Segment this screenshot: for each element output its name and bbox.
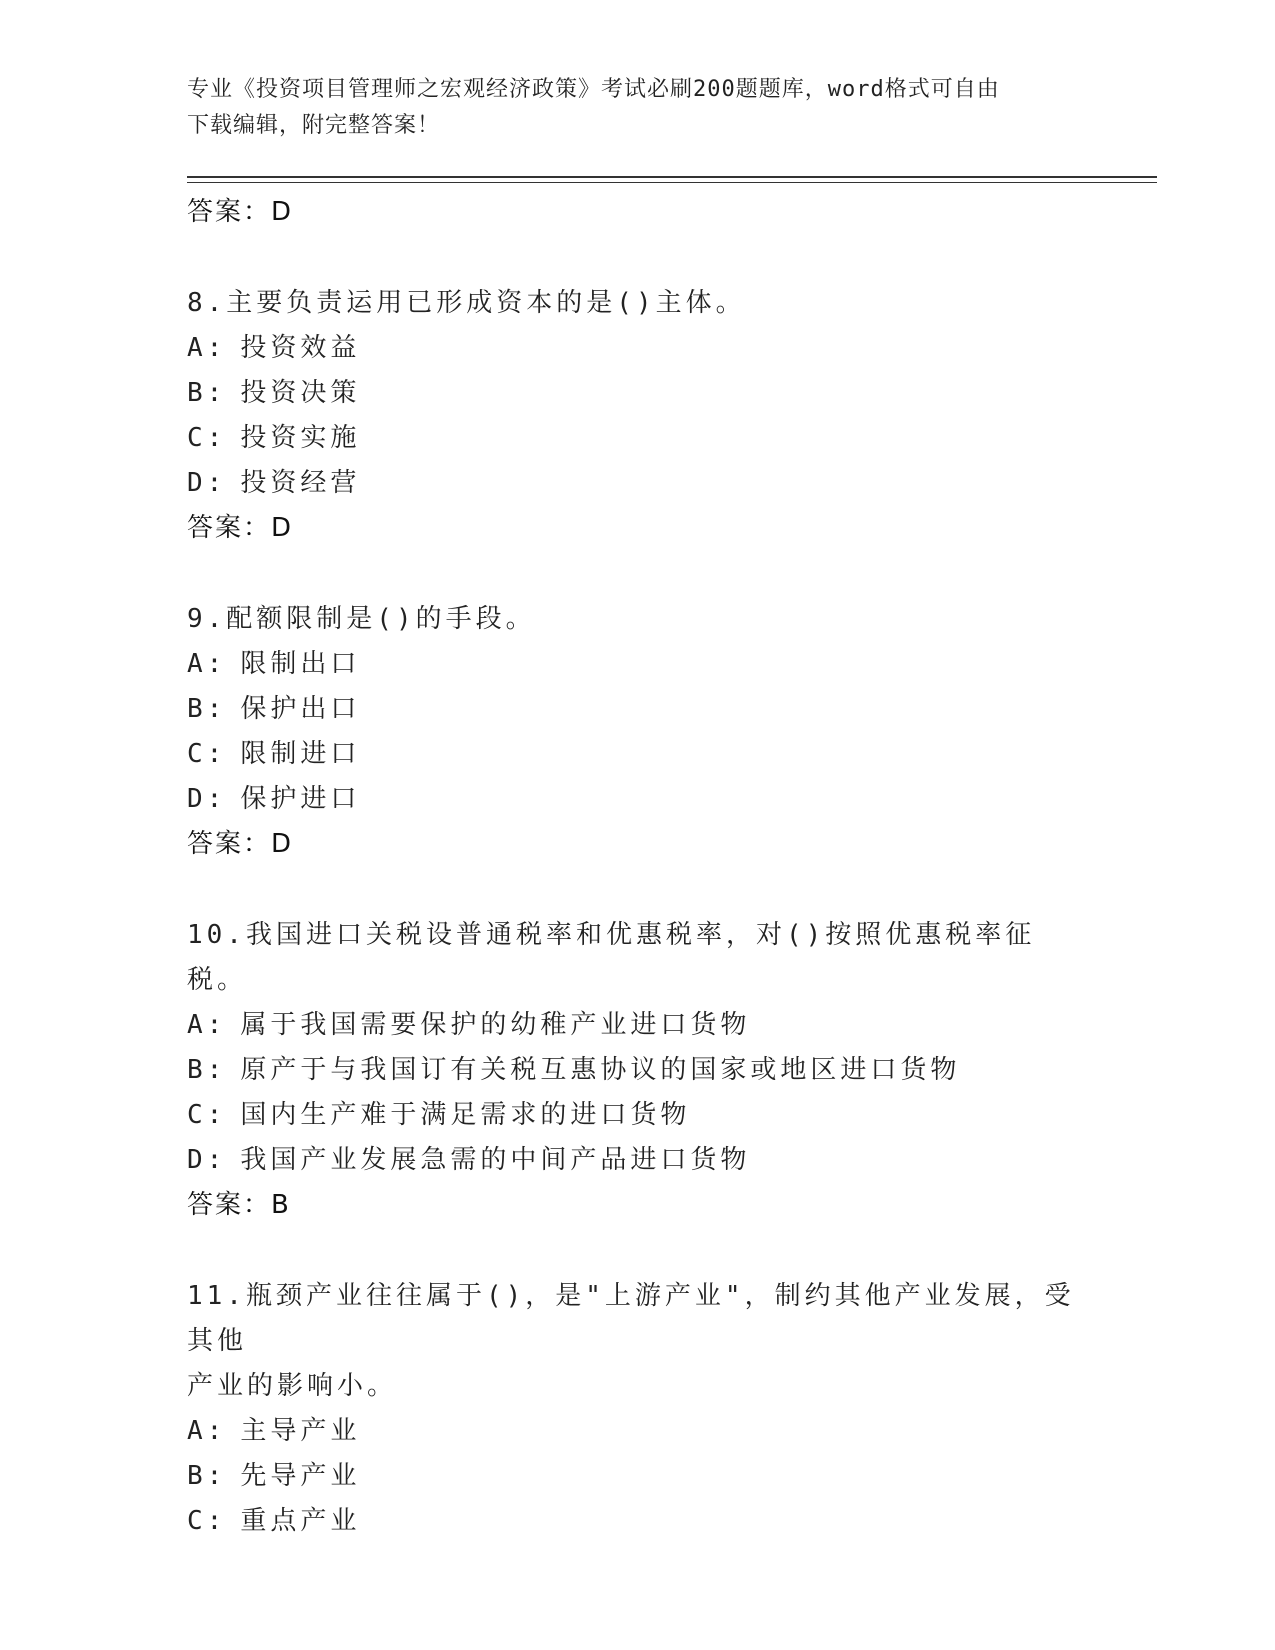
option-label: A: <box>187 1416 227 1446</box>
option-a <box>187 642 1087 687</box>
option-text: 投资效益 <box>240 333 361 363</box>
option-b <box>187 687 1087 732</box>
option-c <box>187 732 1087 777</box>
question-9 <box>187 597 1087 867</box>
answer: 答案：B <box>187 1190 291 1220</box>
option-text: 重点产业 <box>240 1506 361 1536</box>
question-10 <box>187 913 1087 1228</box>
header-divider-thick <box>187 176 1157 178</box>
option-text: 先导产业 <box>240 1461 361 1491</box>
option-label: C: <box>187 423 227 453</box>
option-label: C: <box>187 739 227 769</box>
option-d <box>187 1138 1087 1183</box>
option-d <box>187 461 1087 506</box>
option-text: 主导产业 <box>240 1416 361 1446</box>
option-label: D: <box>187 784 227 814</box>
option-b <box>187 1048 1087 1093</box>
option-a <box>187 326 1087 371</box>
option-text: 我国产业发展急需的中间产品进口货物 <box>240 1145 751 1175</box>
option-label: A: <box>187 333 227 363</box>
option-c <box>187 1499 1087 1544</box>
question-11 <box>187 1274 1087 1544</box>
question-stem: 9.配额限制是()的手段。 <box>187 604 536 634</box>
option-d <box>187 777 1087 822</box>
option-text: 投资实施 <box>240 423 361 453</box>
option-text: 属于我国需要保护的幼稚产业进口货物 <box>240 1010 751 1040</box>
answer: 答案：D <box>187 829 294 859</box>
option-b <box>187 1454 1087 1499</box>
option-label: D: <box>187 1145 227 1175</box>
option-label: D: <box>187 468 227 498</box>
answer: 答案：D <box>187 513 294 543</box>
option-label: B: <box>187 694 227 724</box>
header-divider-thin <box>187 182 1157 183</box>
question-stem-line-2: 产业的影响小。 <box>187 1371 398 1401</box>
option-text: 保护出口 <box>240 694 361 724</box>
option-label: A: <box>187 649 227 679</box>
question-8 <box>187 281 1087 551</box>
option-c <box>187 1093 1087 1138</box>
document-header <box>187 72 1087 144</box>
option-label: B: <box>187 1055 227 1085</box>
option-text: 国内生产难于满足需求的进口货物 <box>240 1100 691 1130</box>
option-label: C: <box>187 1100 227 1130</box>
option-text: 原产于与我国订有关税互惠协议的国家或地区进口货物 <box>240 1055 961 1085</box>
option-text: 投资决策 <box>240 378 361 408</box>
question-stem: 8.主要负责运用已形成资本的是()主体。 <box>187 288 746 318</box>
option-label: B: <box>187 378 227 408</box>
header-line-2: 下载编辑，附完整答案！ <box>187 113 441 138</box>
header-line-1: 专业《投资项目管理师之宏观经济政策》考试必刷200题题库，word格式可自由 <box>187 77 1000 102</box>
question-stem-line-1: 11.瓶颈产业往往属于()，是"上游产业"，制约其他产业发展，受其他 <box>187 1281 1075 1356</box>
option-text: 投资经营 <box>240 468 361 498</box>
option-label: A: <box>187 1010 227 1040</box>
document-body <box>187 190 1087 1544</box>
option-b <box>187 371 1087 416</box>
question-stem: 10.我国进口关税设普通税率和优惠税率，对()按照优惠税率征税。 <box>187 920 1036 995</box>
option-text: 保护进口 <box>240 784 361 814</box>
answer-previous: 答案：D <box>187 197 294 227</box>
option-c <box>187 416 1087 461</box>
option-text: 限制进口 <box>240 739 361 769</box>
option-a <box>187 1003 1087 1048</box>
option-a <box>187 1409 1087 1454</box>
option-text: 限制出口 <box>240 649 361 679</box>
option-label: B: <box>187 1461 227 1491</box>
option-label: C: <box>187 1506 227 1536</box>
